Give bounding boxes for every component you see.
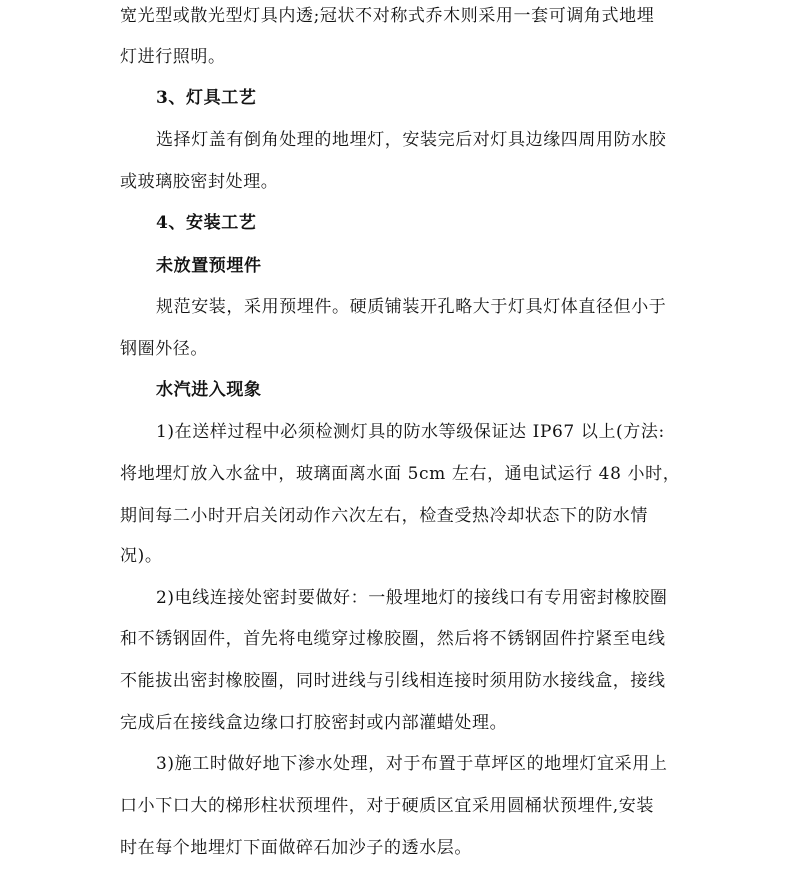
paragraph-line: 规范安装，采用预埋件。硬质铺装开孔略大于灯具灯体直径但小于 <box>156 297 667 317</box>
paragraph-line: 灯进行照明。 <box>120 47 226 67</box>
paragraph-line: 期间每二小时开启关闭动作六次左右，检查受热冷却状态下的防水情 <box>120 506 648 526</box>
paragraph-line: 不能拔出密封橡胶圈，同时进线与引线相连接时须用防水接线盒，接线 <box>120 671 666 691</box>
section-heading: 3、灯具工艺 <box>156 88 257 108</box>
paragraph-line: 和不锈钢固件，首先将电缆穿过橡胶圈，然后将不锈钢固件拧紧至电线 <box>120 629 666 649</box>
paragraph-line: 将地埋灯放入水盆中，玻璃面离水面 5cm 左右，通电试运行 48 小时， <box>120 464 681 484</box>
paragraph-line: 1)在送样过程中必须检测灯具的防水等级保证达 IP67 以上(方法: <box>156 422 665 442</box>
paragraph-line: 口小下口大的梯形柱状预埋件，对于硬质区宜采用圆桶状预埋件,安装 <box>120 796 655 816</box>
paragraph-line: 选择灯盖有倒角处理的地埋灯，安装完后对灯具边缘四周用防水胶 <box>156 130 667 150</box>
paragraph-line: 宽光型或散光型灯具内透;冠状不对称式乔木则采用一套可调角式地埋 <box>120 6 655 26</box>
sub-heading: 未放置预埋件 <box>156 256 262 276</box>
sub-heading: 水汽进入现象 <box>156 380 262 400</box>
section-heading: 4、安装工艺 <box>156 213 257 233</box>
paragraph-line: 钢圈外径。 <box>120 339 208 359</box>
paragraph-line: 况)。 <box>120 546 163 566</box>
paragraph-line: 3)施工时做好地下渗水处理，对于布置于草坪区的地埋灯宜采用上 <box>156 754 668 774</box>
paragraph-line: 时在每个地埋灯下面做碎石加沙子的透水层。 <box>120 838 472 858</box>
paragraph-line: 完成后在接线盒边缘口打胶密封或内部灌蜡处理。 <box>120 713 508 733</box>
paragraph-line: 或玻璃胶密封处理。 <box>120 172 279 192</box>
paragraph-line: 2)电线连接处密封要做好：一般埋地灯的接线口有专用密封橡胶圈 <box>156 588 668 608</box>
